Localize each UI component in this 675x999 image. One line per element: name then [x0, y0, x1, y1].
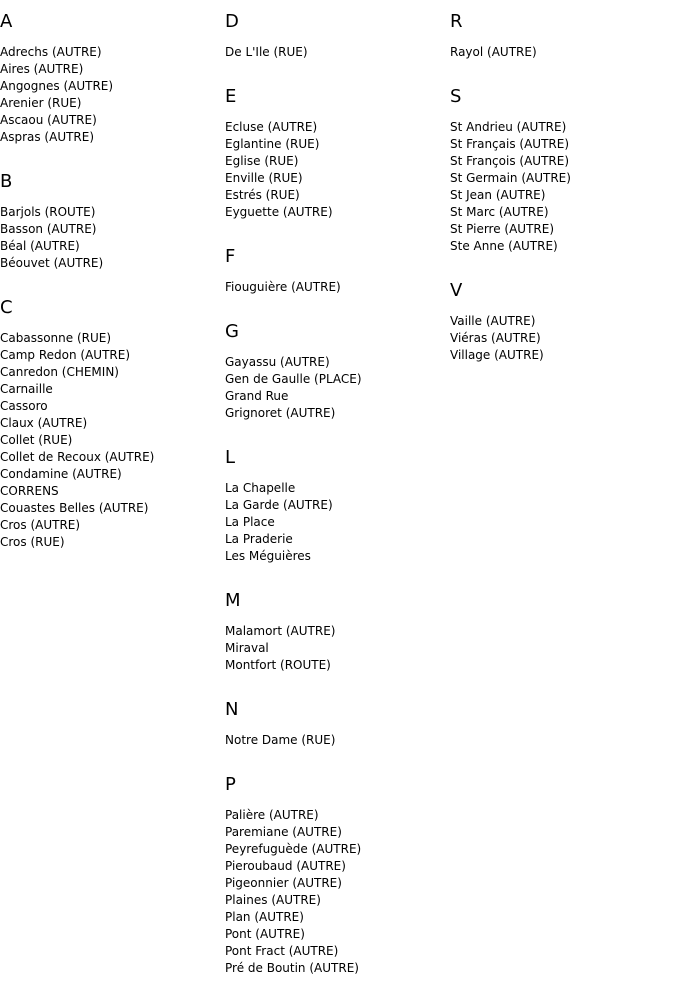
street-link[interactable]: Vaille (AUTRE)	[450, 314, 536, 328]
letter-heading: R	[450, 11, 463, 32]
street-link[interactable]: St Andrieu (AUTRE)	[450, 120, 567, 134]
letter-group	[225, 696, 450, 749]
letter-group	[0, 294, 225, 551]
street-link[interactable]: La Praderie	[225, 532, 293, 546]
street-link[interactable]: Plan (AUTRE)	[225, 910, 304, 924]
street-link[interactable]: La Chapelle	[225, 481, 296, 495]
street-list	[225, 44, 450, 61]
street-link[interactable]: Pieroubaud (AUTRE)	[225, 859, 346, 873]
letter-group	[225, 771, 450, 977]
letter-heading: F	[225, 246, 236, 267]
street-link[interactable]: Peyrefuguède (AUTRE)	[225, 842, 362, 856]
street-link[interactable]: Couastes Belles (AUTRE)	[0, 501, 149, 515]
street-list	[0, 44, 225, 146]
street-link[interactable]: Gayassu (AUTRE)	[225, 355, 330, 369]
street-list	[225, 623, 450, 674]
street-link[interactable]: Eyguette (AUTRE)	[225, 205, 333, 219]
street-link[interactable]: Estrés (RUE)	[225, 188, 300, 202]
street-link[interactable]: Pont (AUTRE)	[225, 927, 305, 941]
street-list	[225, 807, 450, 977]
street-link[interactable]: Malamort (AUTRE)	[225, 624, 336, 638]
street-link[interactable]: Cros (RUE)	[0, 535, 65, 549]
letter-heading: B	[0, 171, 13, 192]
street-link[interactable]: Grignoret (AUTRE)	[225, 406, 336, 420]
street-link[interactable]: Aspras (AUTRE)	[0, 130, 95, 144]
letter-heading: G	[225, 321, 239, 342]
letter-group	[0, 8, 225, 146]
letter-group	[450, 8, 675, 61]
street-link[interactable]: Eglantine (RUE)	[225, 137, 320, 151]
street-list	[0, 330, 225, 551]
street-link[interactable]: Ste Anne (AUTRE)	[450, 239, 558, 253]
street-link[interactable]: St François (AUTRE)	[450, 154, 570, 168]
street-link[interactable]: Cassoro	[0, 399, 48, 413]
street-link[interactable]: Arenier (RUE)	[0, 96, 82, 110]
letter-heading: V	[450, 280, 463, 301]
column-3	[450, 8, 675, 386]
street-link[interactable]: Basson (AUTRE)	[0, 222, 97, 236]
street-link[interactable]: La Place	[225, 515, 275, 529]
street-list	[450, 313, 675, 364]
street-link[interactable]: Viéras (AUTRE)	[450, 331, 541, 345]
street-link[interactable]: Rayol (AUTRE)	[450, 45, 537, 59]
letter-heading: N	[225, 699, 239, 720]
letter-group	[0, 168, 225, 272]
letter-heading: C	[0, 297, 13, 318]
street-list	[0, 204, 225, 272]
street-link[interactable]: Paremiane (AUTRE)	[225, 825, 342, 839]
street-link[interactable]: Cros (AUTRE)	[0, 518, 81, 532]
letter-group	[225, 83, 450, 221]
street-list	[450, 119, 675, 255]
street-link[interactable]: Palière (AUTRE)	[225, 808, 319, 822]
street-link[interactable]: Village (AUTRE)	[450, 348, 544, 362]
letter-group	[450, 277, 675, 364]
street-list	[225, 354, 450, 422]
street-link[interactable]: Pré de Boutin (AUTRE)	[225, 961, 359, 975]
street-link[interactable]: Canredon (CHEMIN)	[0, 365, 119, 379]
letter-group	[225, 243, 450, 296]
street-link[interactable]: Béal (AUTRE)	[0, 239, 80, 253]
street-link[interactable]: Béouvet (AUTRE)	[0, 256, 104, 270]
street-link[interactable]: Ascaou (AUTRE)	[0, 113, 97, 127]
street-link[interactable]: Collet (RUE)	[0, 433, 73, 447]
column-1	[0, 8, 225, 573]
street-list	[225, 480, 450, 565]
street-link[interactable]: Camp Redon (AUTRE)	[0, 348, 131, 362]
street-link[interactable]: St Germain (AUTRE)	[450, 171, 571, 185]
letter-group	[225, 8, 450, 61]
street-link[interactable]: Eglise (RUE)	[225, 154, 299, 168]
street-link[interactable]: Plaines (AUTRE)	[225, 893, 321, 907]
street-link[interactable]: Aires (AUTRE)	[0, 62, 84, 76]
letter-heading: A	[0, 11, 13, 32]
letter-group	[225, 587, 450, 674]
street-link[interactable]: Claux (AUTRE)	[0, 416, 88, 430]
street-link[interactable]: St Français (AUTRE)	[450, 137, 570, 151]
street-link[interactable]: St Jean (AUTRE)	[450, 188, 546, 202]
street-link[interactable]: Collet de Recoux (AUTRE)	[0, 450, 155, 464]
letter-heading: E	[225, 86, 237, 107]
column-2	[225, 8, 450, 999]
street-link[interactable]: Barjols (ROUTE)	[0, 205, 96, 219]
street-link[interactable]: Ecluse (AUTRE)	[225, 120, 318, 134]
street-link[interactable]: Gen de Gaulle (PLACE)	[225, 372, 362, 386]
street-link[interactable]: De L'Ile (RUE)	[225, 45, 308, 59]
street-link[interactable]: Pont Fract (AUTRE)	[225, 944, 339, 958]
letter-heading: D	[225, 11, 239, 32]
street-link[interactable]: Grand Rue	[225, 389, 289, 403]
street-link[interactable]: Miraval	[225, 641, 269, 655]
street-list	[225, 279, 450, 296]
street-link[interactable]: La Garde (AUTRE)	[225, 498, 333, 512]
street-list	[225, 732, 450, 749]
street-link[interactable]: CORRENS	[0, 484, 59, 498]
street-link[interactable]: Adrechs (AUTRE)	[0, 45, 102, 59]
street-link[interactable]: Cabassonne (RUE)	[0, 331, 112, 345]
letter-heading: P	[225, 774, 236, 795]
street-link[interactable]: St Pierre (AUTRE)	[450, 222, 555, 236]
letter-group	[225, 444, 450, 565]
street-link[interactable]: Les Méguières	[225, 549, 311, 563]
letter-group	[450, 83, 675, 255]
street-link[interactable]: Fiouguière (AUTRE)	[225, 280, 341, 294]
letter-heading: M	[225, 590, 241, 611]
street-link[interactable]: Condamine (AUTRE)	[0, 467, 122, 481]
street-link[interactable]: Montfort (ROUTE)	[225, 658, 331, 672]
street-list	[450, 44, 675, 61]
street-link[interactable]: Notre Dame (RUE)	[225, 733, 336, 747]
street-link[interactable]: Angognes (AUTRE)	[0, 79, 114, 93]
street-link[interactable]: Carnaille	[0, 382, 53, 396]
letter-heading: L	[225, 447, 236, 468]
street-link[interactable]: Enville (RUE)	[225, 171, 303, 185]
letter-heading: S	[450, 86, 462, 107]
street-link[interactable]: Pigeonnier (AUTRE)	[225, 876, 342, 890]
street-link[interactable]: St Marc (AUTRE)	[450, 205, 549, 219]
letter-group	[225, 318, 450, 422]
street-list	[225, 119, 450, 221]
